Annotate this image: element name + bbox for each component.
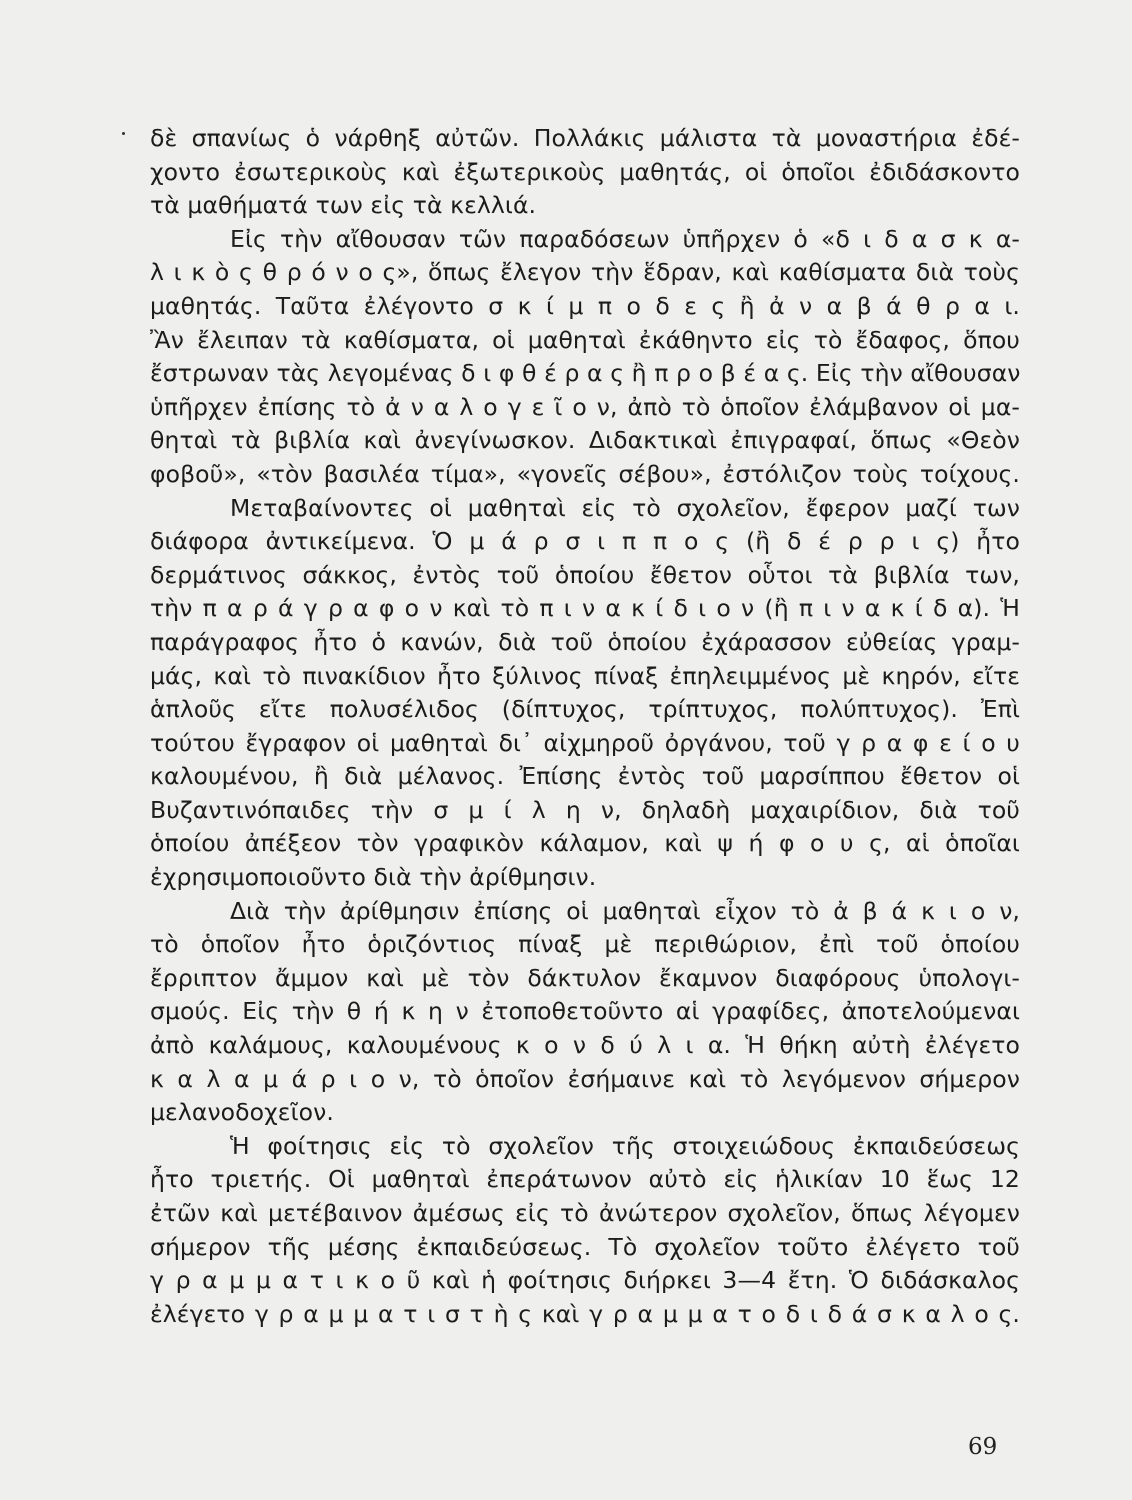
text-line: ἔστρωναν τὰς λεγομένας δ ι φ θ έ ρ α ς ἢ π ρ ο β έ α ς. Εἰς τὴν αἴθουσαν: [150, 359, 1021, 388]
text-line: τούτου ἔγραφον οἱ μαθηταὶ δι᾿ αἰχμηροῦ ὀργάνου, τοῦ γ ρ α φ ε ί ο υ: [150, 728, 1020, 757]
text-line: Ἡ φοίτησις εἰς τὸ σχολεῖον τῆς στοιχειώδους ἐκπαιδεύσεως: [230, 1131, 1020, 1160]
text-line: Μεταβαίνοντες οἱ μαθηταὶ εἰς τὸ σχολεῖον, ἔφερον μαζί των: [230, 493, 1020, 522]
text-line: τὸ ὁποῖον ἦτο ὁριζόντιος πίναξ μὲ περιθώριον, ἐπὶ τοῦ ὁποίου: [150, 930, 1020, 959]
text-line: μαθητάς. Ταῦτα ἐλέγοντο σ κ ί μ π ο δ ε ς ἢ ἀ ν α β ά θ ρ α ι.: [150, 291, 1020, 320]
text-line: Εἰς τὴν αἴθουσαν τῶν παραδόσεων ὑπῆρχεν ὁ «δ ι δ α σ κ α-: [230, 224, 1020, 253]
text-line: δερμάτινος σάκκος, ἐντὸς τοῦ ὁποίου ἔθετον οὗτοι τὰ βιβλία των,: [150, 560, 1020, 589]
text-line: χοντο ἐσωτερικοὺς καὶ ἐξωτερικοὺς μαθητάς, οἱ ὁποῖοι ἐδιδάσκοντο: [150, 157, 1020, 186]
text-line: τὰ μαθήματά των εἰς τὰ κελλιά.: [150, 191, 537, 220]
text-line: ἦτο τριετής. Οἱ μαθηταὶ ἐπεράτωνον αὐτὸ εἰς ἡλικίαν 10 ἕως 12: [150, 1165, 1020, 1194]
text-line: διάφορα ἀντικείμενα. Ὁ μ ά ρ σ ι π π ο ς (ἢ δ έ ρ ρ ι ς) ἦτο: [150, 527, 1020, 556]
text-line: φοβοῦ», «τὸν βασιλέα τίμα», «γονεῖς σέβου», ἐστόλιζον τοὺς τοίχους.: [150, 459, 1020, 488]
text-line: γ ρ α μ μ α τ ι κ ο ῦ καὶ ἡ φοίτησις διήρκει 3—4 ἔτη. Ὁ διδάσκαλος: [150, 1266, 1020, 1295]
text-line: ὁποίου ἀπέξεον τὸν γραφικὸν κάλαμον, καὶ ψ ή φ ο υ ς, αἱ ὁποῖαι: [150, 829, 1020, 858]
text-line: ἀπὸ καλάμους, καλουμένους κ ο ν δ ύ λ ι α. Ἡ θήκη αὐτὴ ἐλέγετο: [150, 1031, 1020, 1060]
text-line: μάς, καὶ τὸ πινακίδιον ἦτο ξύλινος πίναξ ἐπηλειμμένος μὲ κηρόν, εἴτε: [150, 661, 1020, 690]
text-line: ἐχρησιμοποιοῦντο διὰ τὴν ἀρίθμησιν.: [150, 863, 597, 892]
text-line: λ ι κ ὸ ς θ ρ ό ν ο ς», ὅπως ἔλεγον τὴν ἕδραν, καὶ καθίσματα διὰ τοὺς: [150, 258, 1020, 287]
text-line: Ἂν ἔλειπαν τὰ καθίσματα, οἱ μαθηταὶ ἐκάθηντο εἰς τὸ ἔδαφος, ὅπου: [150, 325, 1020, 354]
paragraph: [150, 223, 1020, 492]
text-line: τὴν π α ρ ά γ ρ α φ ο ν καὶ τὸ π ι ν α κ ί δ ι ο ν (ἢ π ι ν α κ ί δ α). Ἡ: [150, 594, 1020, 623]
text-line: ἁπλοῦς εἴτε πολυσέλιδος (δίπτυχος, τρίπτυχος, πολύπτυχος). Ἐπὶ: [150, 695, 1020, 724]
text-line: ἐτῶν καὶ μετέβαινον ἀμέσως εἰς τὸ ἀνώτερον σχολεῖον, ὅπως λέγομεν: [150, 1199, 1020, 1227]
text-line: θηταὶ τὰ βιβλία καὶ ἀνεγίνωσκον. Διδακτικαὶ ἐπιγραφαί, ὅπως «Θεὸν: [150, 426, 1020, 455]
text-line: σήμερον τῆς μέσης ἐκπαιδεύσεως. Τὸ σχολεῖον τοῦτο ἐλέγετο τοῦ: [150, 1232, 1020, 1261]
text-line: παράγραφος ἦτο ὁ κανών, διὰ τοῦ ὁποίου ἐχάρασσον εὐθείας γραμ-: [150, 627, 1020, 656]
text-line: δὲ σπανίως ὁ νάρθηξ αὐτῶν. Πολλάκις μάλιστα τὰ μοναστήρια ἐδέ-: [150, 124, 1020, 152]
paragraph: [150, 1130, 1020, 1332]
paragraph: [150, 122, 1020, 223]
page-number: 69: [968, 1434, 998, 1460]
text-line: καλουμένου, ἢ διὰ μέλανος. Ἐπίσης ἐντὸς τοῦ μαρσίππου ἔθετον οἱ: [150, 762, 1020, 791]
text-line: Βυζαντινόπαιδες τὴν σ μ ί λ η ν, δηλαδὴ μαχαιρίδιον, διὰ τοῦ: [150, 795, 1020, 824]
text-line: ἔρριπτον ἄμμον καὶ μὲ τὸν δάκτυλον ἔκαμνον διαφόρους ὑπολογι-: [150, 963, 1020, 992]
ink-speck: [122, 132, 125, 135]
body-text: [150, 122, 1020, 1331]
text-line: σμούς. Εἰς τὴν θ ή κ η ν ἐτοποθετοῦντο αἱ γραφίδες, ἀποτελούμεναι: [150, 997, 1020, 1026]
paragraph: [150, 492, 1020, 895]
paragraph: [150, 895, 1020, 1130]
text-line: ἐλέγετο γ ρ α μ μ α τ ι σ τ ὴ ς καὶ γ ρ α μ μ α τ ο δ ι δ ά σ κ α λ ο ς.: [150, 1299, 1020, 1328]
text-line: ὑπῆρχεν ἐπίσης τὸ ἀ ν α λ ο γ ε ῖ ο ν, ἀπὸ τὸ ὁποῖον ἐλάμβανον οἱ μα-: [150, 392, 1020, 421]
text-line: κ α λ α μ ά ρ ι ο ν, τὸ ὁποῖον ἐσήμαινε καὶ τὸ λεγόμενον σήμερον: [150, 1064, 1020, 1093]
text-line: Διὰ τὴν ἀρίθμησιν ἐπίσης οἱ μαθηταὶ εἶχον τὸ ἀ β ά κ ι ο ν,: [230, 896, 1020, 925]
text-line: μελανοδοχεῖον.: [150, 1098, 334, 1127]
